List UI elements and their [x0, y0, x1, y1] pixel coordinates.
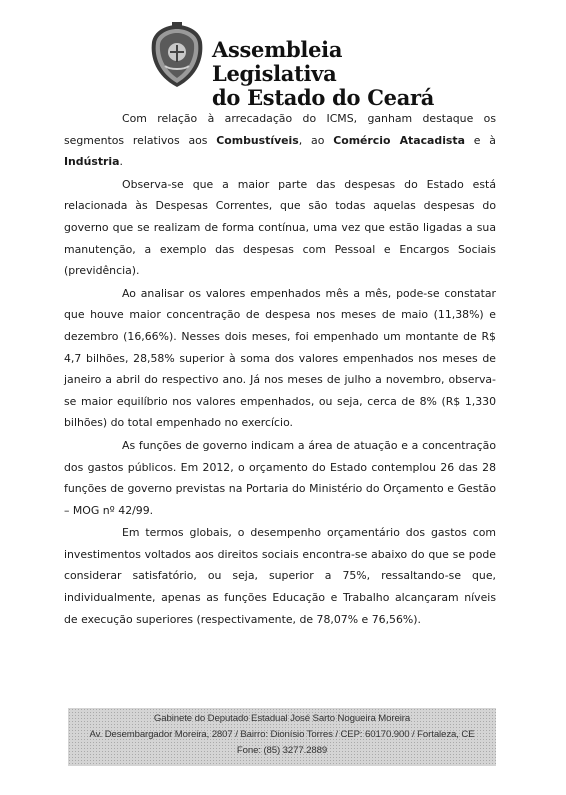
- paragraph-text: , ao: [298, 133, 334, 147]
- paragraph-text: As funções de governo indicam a área de atuação e a concentração dos gastos públicos. Em 2012, o orçamento do Estado contemplou 26 das 28 funções de governo previstas na Portaria do Ministério do Orçamento e Gestão – MOG nº 42/99.: [64, 438, 496, 517]
- paragraph-text: Com relação à arrecadação do ICMS, ganham destaque os segmentos relativos aos: [64, 112, 496, 147]
- body-paragraph: [64, 174, 496, 282]
- bold-term: Combustíveis: [216, 133, 299, 147]
- paragraph-text: Em termos globais, o desempenho orçamentário dos gastos com investimentos voltados aos direitos sociais encontra-se abaixo do que se pode considerar satisfatório, ou seja, superior a 75%, ressaltando-se que, individualmente, apenas as funções Educação e Trabalho alcançaram níveis de execução superiores (respectivamente, de 78,07% e 76,56%).: [64, 526, 496, 626]
- letterhead: [148, 22, 448, 110]
- body-paragraph: [64, 283, 496, 434]
- state-coat-of-arms-icon: [148, 22, 206, 90]
- footer-address: Av. Desembargador Moreira, 2807 / Bairro: Dionísio Torres / CEP: 60170.900 / Fortaleza, CE: [89, 729, 475, 740]
- document-body: [64, 108, 496, 631]
- paragraph-text: Ao analisar os valores empenhados mês a mês, pode-se constatar que houve maior concentração de despesa nos meses de maio (11,38%) e dezembro (16,66%). Nesses dois meses, foi empenhado um montante de R$ 4,7 bilhões, 28,58% superior à soma dos valores empenhados nos meses de janeiro a abril do respectivo ano. Já nos meses de julho a novembro, observa-se maior equilíbrio nos valores empenhados, ou seja, cerca de 8% (R$ 1,330 bilhões) do total empenhado no exercício.: [64, 286, 496, 430]
- bold-term: Comércio Atacadista: [333, 133, 465, 147]
- body-paragraph: [64, 522, 496, 630]
- footer-phone: Fone: (85) 3277.2889: [236, 745, 328, 756]
- footer-office-name: Gabinete do Deputado Estadual José Sarto Nogueira Moreira: [153, 713, 411, 724]
- organization-name-line2: do Estado do Ceará: [212, 85, 435, 110]
- body-paragraph: [64, 435, 496, 521]
- organization-name-line1: Assembleia Legislativa: [212, 37, 343, 86]
- organization-name: [212, 38, 448, 110]
- bold-term: Indústria: [64, 155, 120, 169]
- footer-contact-box: [68, 708, 496, 766]
- paragraph-text: e à: [464, 133, 496, 147]
- body-paragraph: [64, 108, 496, 173]
- paragraph-text: Observa-se que a maior parte das despesas do Estado está relacionada às Despesas Correntes, que são todas aquelas despesas do governo que se realizam de forma contínua, uma vez que estão ligadas a sua manutenção, a exemplo das despesas com Pessoal e Encargos Sociais (previdência).: [64, 177, 496, 278]
- paragraph-text: .: [119, 155, 123, 169]
